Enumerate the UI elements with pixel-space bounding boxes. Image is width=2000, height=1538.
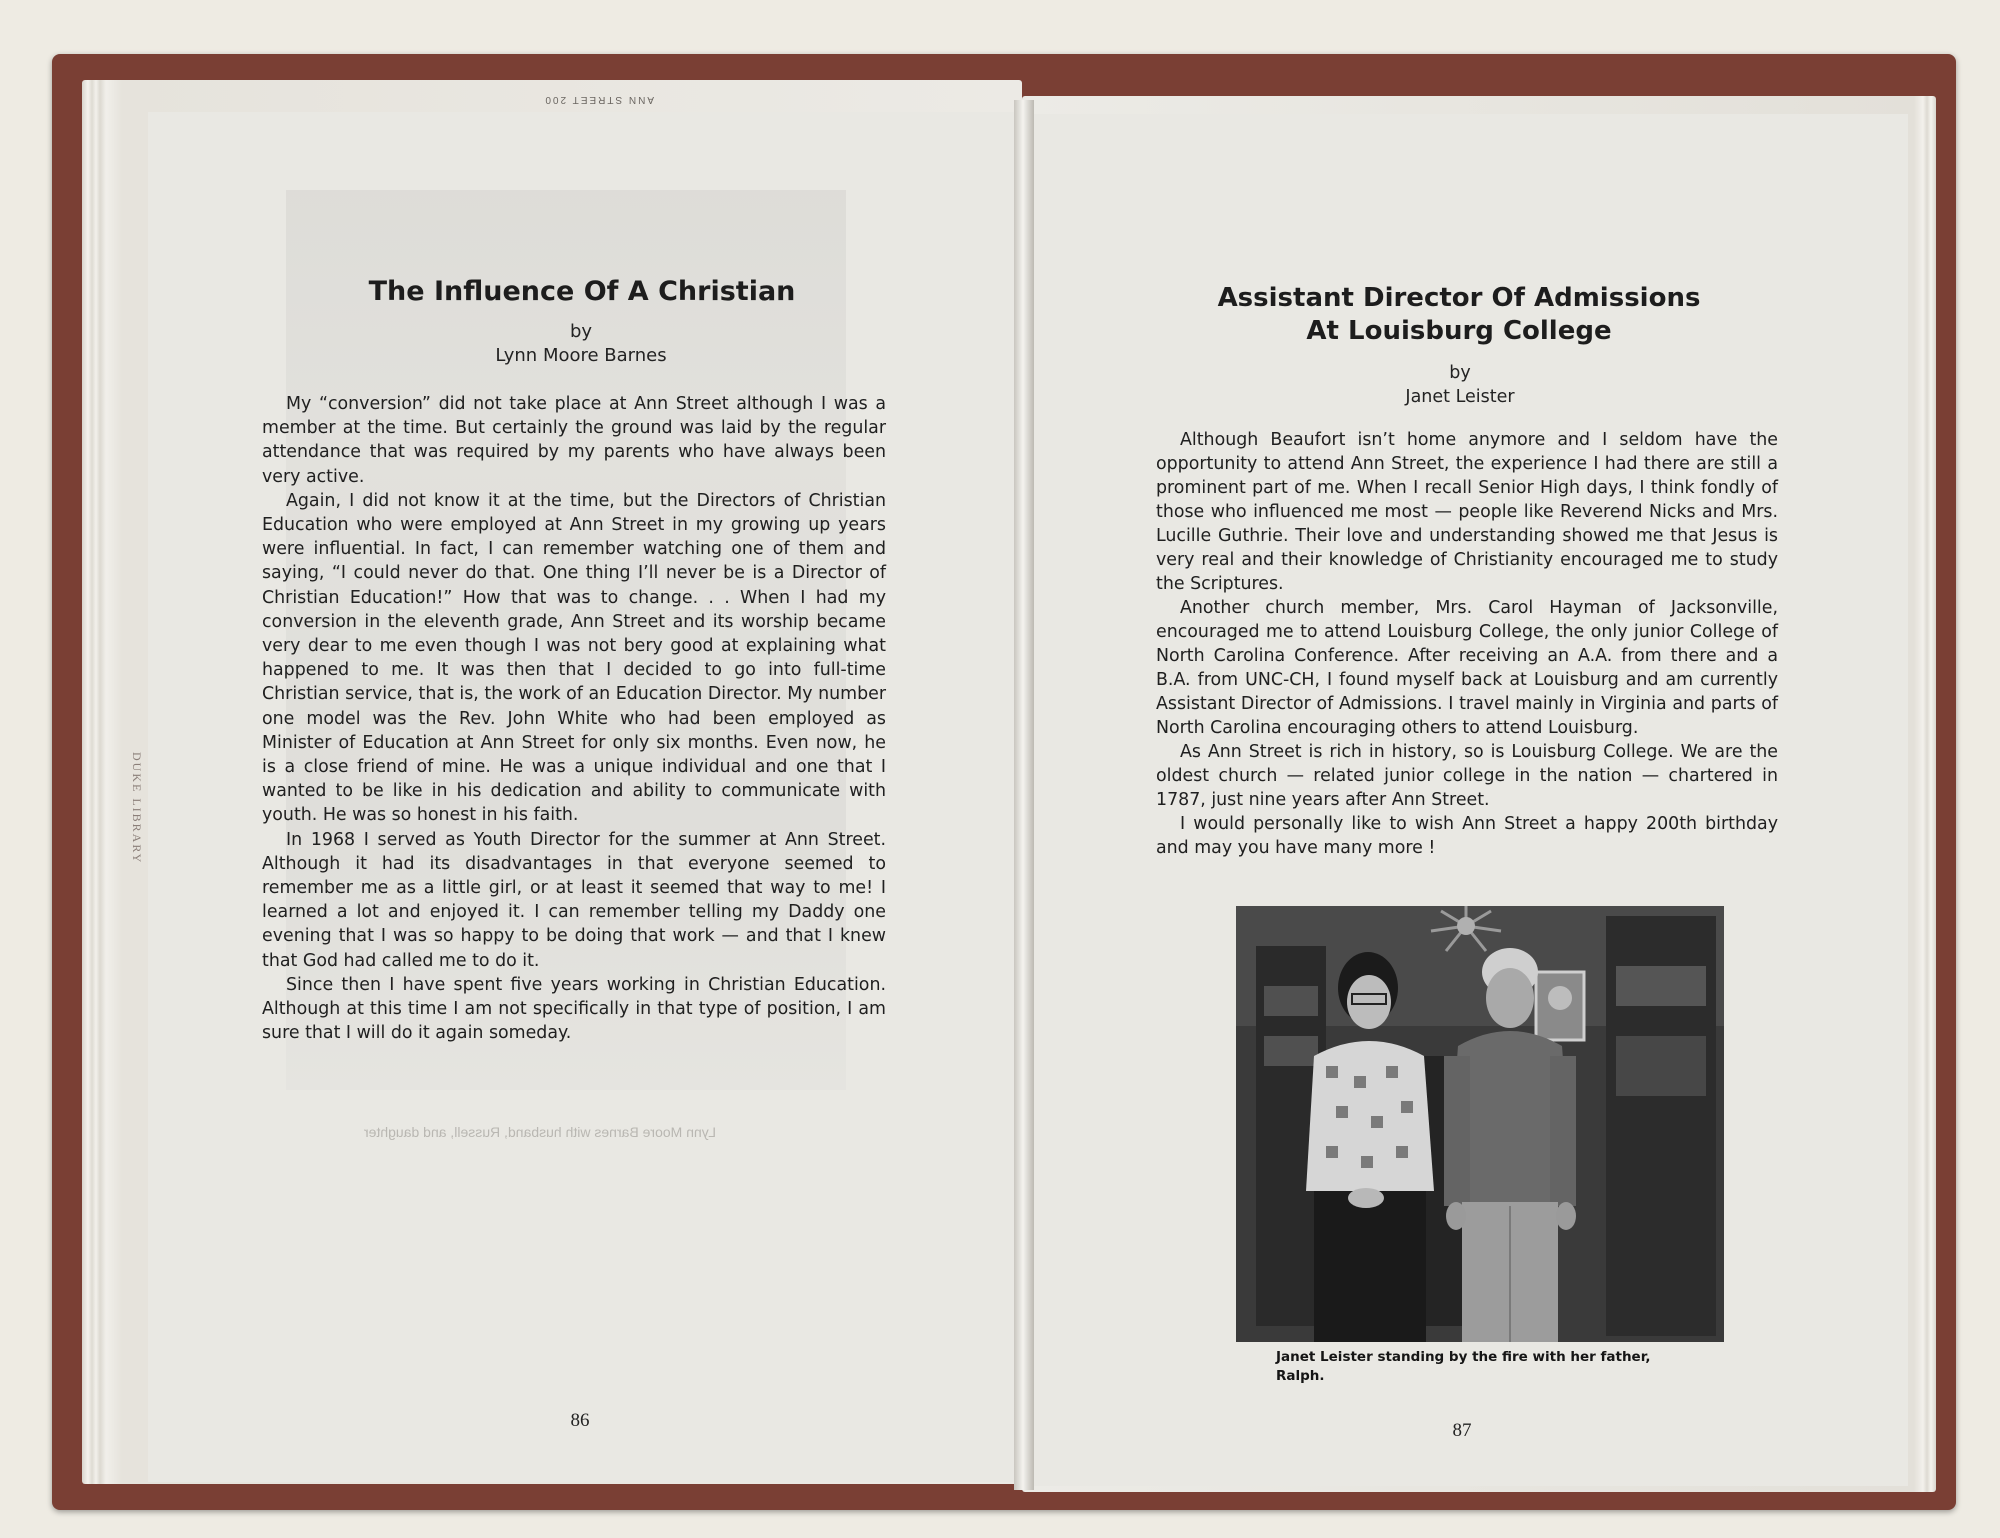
right-article-body <box>1156 428 1778 888</box>
left-paragraph-1: My “conversion” did not take place at Ann Street although I was a member at the time. But certainly the ground was laid by the regular attendance that was required by my parents who have always been very active. <box>262 394 886 487</box>
right-paragraph-1: Although Beaufort isn’t home anymore and I seldom have the opportunity to attend Ann Street, the experience I had there are still a prominent part of me. When I recall Senior High days, I think fondly of those who influenced me most — people like Reverend Nicks and Mrs. Lucille Guthrie. Their love and understanding showed me that Jesus is very real and their knowledge of Christianity encouraged me to study the Scriptures. <box>1156 430 1778 594</box>
right-paragraph-3: As Ann Street is rich in history, so is Louisburg College. We are the oldest church — related junior college in the nation — chartered in 1787, just nine years after Ann Street. <box>1156 742 1778 810</box>
left-author: Lynn Moore Barnes <box>495 345 667 366</box>
right-title-line-2: At Louisburg College <box>1306 316 1612 346</box>
right-byline: by <box>1449 363 1471 383</box>
photo-janet-and-father <box>1236 906 1724 1342</box>
right-paragraph-4: I would personally like to wish Ann Street a happy 200th birthday and may you have many more ! <box>1156 814 1778 858</box>
left-byline: by <box>569 321 593 342</box>
left-paragraph-3: In 1968 I served as Youth Director for the summer at Ann Street. Although it had its disadvantages in that everyone seemed to remember me as a little girl, or at least it seemed that way to me! I learned a lot and enjoyed it. I can remember telling my Daddy one evening that I was so happy to be doing that work — and that I knew that God had called me to do it. <box>262 829 886 971</box>
left-article-title: The Influence Of A Christian <box>368 276 796 307</box>
bleed-through-caption: Lynn Moore Barnes with husband, Russell, and daughter <box>363 1124 717 1140</box>
left-paragraph-2: Again, I did not know it at the time, but the Directors of Christian Education who were employed at Ann Street in my growing up years were influential. In fact, I can remember watching one of them and saying, “I could never do that. One thing I’ll never be is a Director of Christian Education!” How that was to change. . . When I had my conversion in the eleventh grade, Ann Street and its worship became very dear to me even though I was not bery good at explaining what happened to me. It was then that I decided to go into full-time Christian service, that is, the work of an Education Director. My number one model was the Rev. John White who had been employed as Minister of Education at Ann Street for only six months. Even now, he is a close friend of mine. He was a unique individual and one that I wanted to be like in his dedication and ability to communicate with youth. He was so honest in his faith. <box>262 490 886 826</box>
left-page-number: 86 <box>570 1410 590 1431</box>
right-title-line-1: Assistant Director Of Admissions <box>1217 283 1701 313</box>
left-paragraph-4: Since then I have spent five years working in Christian Education. Although at this time I am not specifically in that type of position, I am sure that I will do it again someday. <box>262 974 886 1044</box>
book-gutter <box>1014 100 1034 1490</box>
library-stamp: DUKE LIBRARY <box>130 752 144 865</box>
right-author: Janet Leister <box>1405 387 1515 407</box>
right-page-number: 87 <box>1452 1420 1472 1441</box>
photo-illustration <box>1236 906 1724 1342</box>
left-article-body <box>262 392 886 1072</box>
right-paragraph-2: Another church member, Mrs. Carol Hayman of Jacksonville, encouraged me to attend Louisburg College, the only junior College of North Carolina Conference. After receiving an A.A. from there and a B.A. from UNC-CH, I found myself back at Louisburg and am currently Assistant Director of Admissions. I travel mainly in Virginia and parts of North Carolina encouraging others to attend Louisburg. <box>1156 598 1778 738</box>
right-article-title <box>1186 282 1732 354</box>
spine-label: ANN STREET 200 <box>543 94 654 105</box>
photo-caption: Janet Leister standing by the fire with her father, Ralph. <box>1276 1349 1651 1384</box>
